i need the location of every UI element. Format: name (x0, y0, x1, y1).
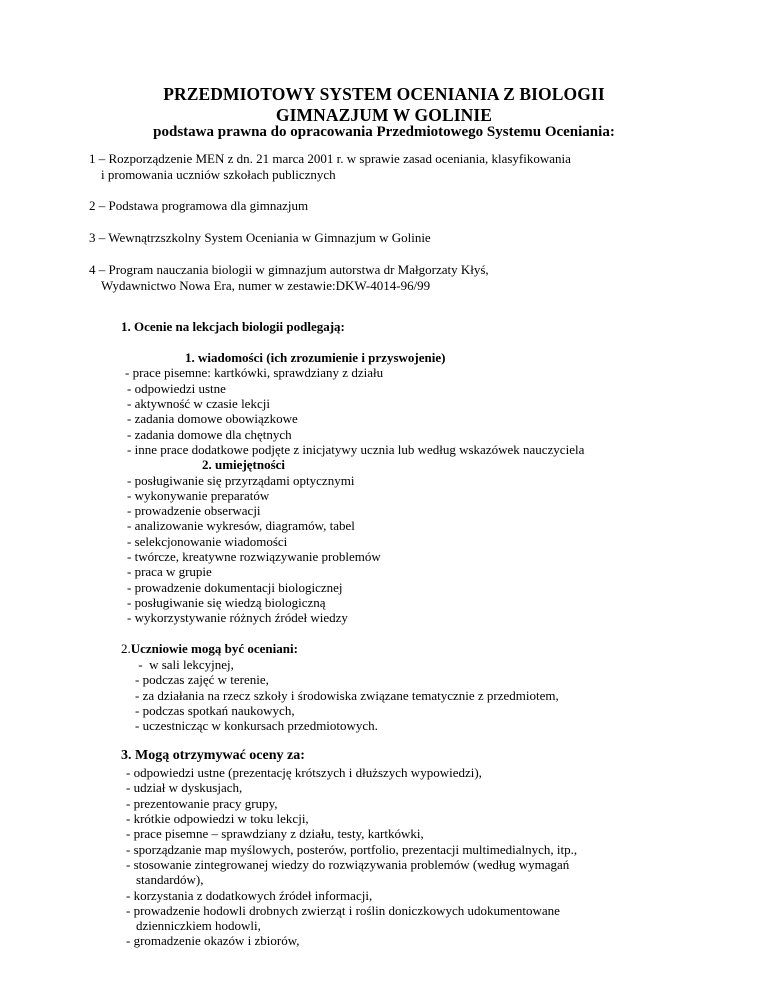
list-item: - zadania domowe dla chętnych (127, 427, 292, 442)
list-item: - inne prace dodatkowe podjęte z inicjatywy ucznia lub według wskazówek nauczyciela (127, 442, 585, 457)
list-item: - wykonywanie preparatów (127, 488, 270, 503)
list-item-cont: dzienniczkiem hodowli, (136, 918, 261, 933)
list-item: - prace pisemne: kartkówki, sprawdziany z działu (125, 365, 384, 380)
list-item: - odpowiedzi ustne (127, 381, 226, 396)
list-item: - posługiwanie się wiedzą biologiczną (127, 595, 326, 610)
list-item: - krótkie odpowiedzi w toku lekcji, (126, 811, 309, 826)
section-2-number: 2. (121, 641, 131, 656)
document-title-line-1: PRZEDMIOTOWY SYSTEM OCENIANIA Z BIOLOGII (163, 84, 605, 104)
list-item: - uczestnicząc w konkursach przedmiotowych. (135, 718, 378, 733)
list-item: - prezentowanie pracy grupy, (126, 796, 278, 811)
knowledge-heading: 1. wiadomości (ich zrozumienie i przyswojenie) (185, 350, 446, 365)
list-item: - stosowanie zintegrowanej wiedzy do rozwiązywania problemów (według wymagań (126, 857, 570, 872)
legal-basis-item-3: 3 – Wewnątrzszkolny System Oceniania w Gimnazjum w Golinie (89, 230, 431, 245)
list-item: - wykorzystywanie różnych źródeł wiedzy (127, 610, 348, 625)
legal-basis-item-2: 2 – Podstawa programowa dla gimnazjum (89, 198, 309, 213)
section-2-heading (121, 641, 298, 657)
document-title-line-2: GIMNAZJUM W GOLINIE (275, 105, 493, 125)
list-item: - praca w grupie (127, 564, 212, 579)
list-item: - prowadzenie hodowli drobnych zwierząt i roślin doniczkowych udokumentowane (126, 903, 560, 918)
list-item: - twórcze, kreatywne rozwiązywanie problemów (127, 549, 381, 564)
list-item: - prowadzenie obserwacji (127, 503, 261, 518)
legal-basis-item-1-cont: i promowania uczniów szkołach publicznych (101, 167, 336, 182)
list-item: - podczas spotkań naukowych, (135, 703, 295, 718)
list-item: - aktywność w czasie lekcji (127, 396, 270, 411)
list-item: - podczas zajęć w terenie, (135, 672, 269, 687)
list-item: - za działania na rzecz szkoły i środowiska związane tematycznie z przedmiotem, (135, 688, 559, 703)
list-item: - w sali lekcyjnej, (135, 657, 234, 672)
list-item: - selekcjonowanie wiadomości (127, 534, 288, 549)
list-item: - prace pisemne – sprawdziany z działu, testy, kartkówki, (126, 826, 424, 841)
list-item: - analizowanie wykresów, diagramów, tabel (127, 518, 355, 533)
legal-basis-item-1: 1 – Rozporządzenie MEN z dn. 21 marca 2001 r. w sprawie zasad oceniania, klasyfikowania (89, 151, 571, 166)
list-item: - korzystania z dodatkowych źródeł informacji, (126, 888, 373, 903)
skills-heading: 2. umiejętności (202, 457, 286, 472)
list-item: - sporządzanie map myślowych, posterów, portfolio, prezentacji multimedialnych, itp., (126, 842, 578, 857)
list-item: - zadania domowe obowiązkowe (127, 411, 298, 426)
list-item: - posługiwanie się przyrządami optycznymi (127, 473, 355, 488)
list-item-cont: standardów), (136, 872, 204, 887)
list-item: - udział w dyskusjach, (126, 780, 243, 795)
section-1-heading: 1. Ocenie na lekcjach biologii podlegają: (121, 319, 345, 334)
list-item: - prowadzenie dokumentacji biologicznej (127, 580, 343, 595)
legal-basis-item-4-cont: Wydawnictwo Nowa Era, numer w zestawie:DKW-4014-96/99 (101, 278, 431, 293)
document-subtitle: podstawa prawna do opracowania Przedmiotowego Systemu Oceniania: (153, 124, 615, 140)
list-item: - odpowiedzi ustne (prezentację krótszych i dłuższych wypowiedzi), (126, 765, 482, 780)
legal-basis-item-4: 4 – Program nauczania biologii w gimnazjum autorstwa dr Małgorzaty Kłyś, (89, 262, 489, 277)
section-2-title: Uczniowie mogą być oceniani: (130, 641, 298, 656)
list-item: - gromadzenie okazów i zbiorów, (126, 933, 300, 948)
section-3-heading: 3. Mogą otrzymywać oceny za: (121, 748, 305, 763)
